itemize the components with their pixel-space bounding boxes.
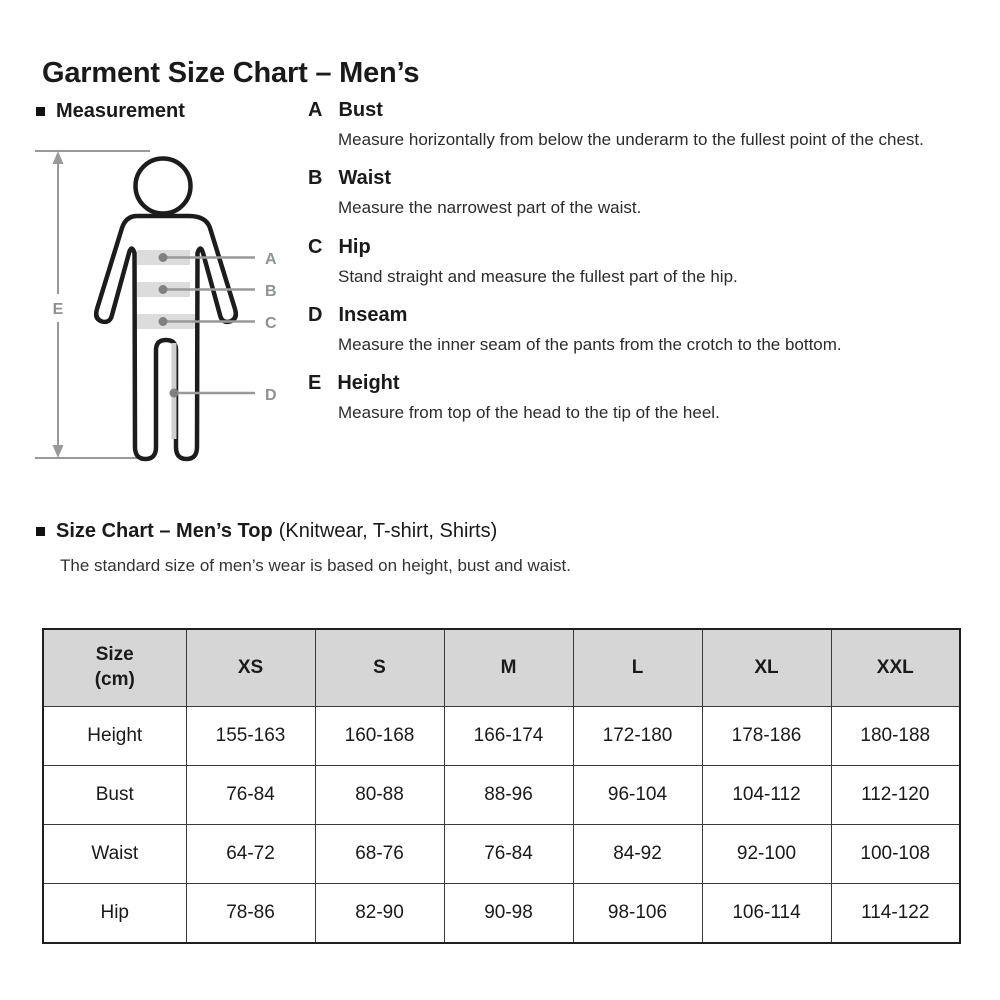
measurement-section-heading: [36, 100, 185, 123]
page-title: Garment Size Chart – Men’s: [42, 57, 420, 90]
size-value-cell: 68-76: [315, 825, 444, 884]
definition-letter: E: [308, 372, 322, 395]
figure-label-c: C: [265, 315, 277, 332]
definition-term: [308, 236, 963, 259]
definition-description: Measure horizontally from below the underarm to the fullest point of the chest.: [338, 130, 924, 149]
table-row: [43, 825, 960, 884]
definition-letter: B: [308, 167, 323, 190]
square-bullet-icon: [36, 527, 45, 536]
size-header-line1: Size: [95, 644, 134, 666]
definition-letter: C: [308, 235, 323, 258]
definition-name: Inseam: [338, 304, 408, 327]
definition-description: Stand straight and measure the fullest part of the hip.: [338, 266, 738, 286]
size-value-cell: 160-168: [315, 707, 444, 766]
size-value-cell: 78-86: [186, 884, 315, 944]
size-value-cell: 84-92: [573, 825, 702, 884]
row-label: Height: [43, 707, 186, 766]
size-value-cell: 166-174: [444, 707, 573, 766]
size-column-header: XXL: [831, 629, 960, 707]
figure-label-a: A: [265, 251, 277, 268]
arrow-down-icon: [53, 445, 64, 458]
body-outline: [96, 159, 236, 460]
size-value-cell: 82-90: [315, 884, 444, 944]
size-column-header: S: [315, 629, 444, 707]
measurement-figure: [25, 131, 310, 486]
size-value-cell: 76-84: [444, 825, 573, 884]
size-value-cell: 172-180: [573, 707, 702, 766]
definition-term: [308, 372, 963, 395]
size-column-header: XS: [186, 629, 315, 707]
size-value-cell: 92-100: [702, 825, 831, 884]
sizechart-section-heading: [36, 520, 497, 543]
measurement-heading-label: Measurement: [56, 100, 185, 122]
size-value-cell: 98-106: [573, 884, 702, 944]
definition-term: [308, 167, 963, 190]
body-measurement-diagram: [25, 131, 310, 486]
definition-description: Measure from top of the head to the tip of the heel.: [338, 403, 720, 423]
definition-name: Height: [337, 372, 400, 395]
size-column-header: XL: [702, 629, 831, 707]
row-label: Bust: [43, 766, 186, 825]
definition-description: Measure the inner seam of the pants from the crotch to the bottom.: [338, 335, 842, 355]
size-value-cell: 64-72: [186, 825, 315, 884]
table-row: [43, 884, 960, 944]
size-value-cell: 114-122: [831, 884, 960, 944]
definition-description: Measure the narrowest part of the waist.: [338, 198, 642, 218]
size-value-cell: 106-114: [702, 884, 831, 944]
definition-letter: A: [308, 99, 323, 121]
row-label: Hip: [43, 884, 186, 944]
size-value-cell: 96-104: [573, 766, 702, 825]
size-value-cell: 180-188: [831, 707, 960, 766]
table-row: [43, 707, 960, 766]
sizechart-heading-normal: (Knitwear, T-shirt, Shirts): [278, 520, 498, 542]
definition-name: Hip: [338, 235, 371, 258]
sizechart-subtitle: The standard size of men’s wear is based on height, bust and waist.: [60, 556, 571, 575]
size-cm-header: [43, 629, 186, 707]
size-value-cell: 76-84: [186, 766, 315, 825]
square-bullet-icon: [36, 107, 45, 116]
size-column-header: M: [444, 629, 573, 707]
definitions-list: [308, 99, 963, 441]
size-value-cell: 90-98: [444, 884, 573, 944]
arrow-up-icon: [53, 151, 64, 164]
size-value-cell: 112-120: [831, 766, 960, 825]
size-header-line2: (cm): [94, 669, 135, 690]
size-value-cell: 100-108: [831, 825, 960, 884]
size-table: [42, 628, 961, 944]
figure-label-e: E: [52, 301, 64, 318]
size-value-cell: 104-112: [702, 766, 831, 825]
table-row: [43, 766, 960, 825]
sizechart-heading-bold: Size Chart – Men’s Top: [56, 520, 273, 542]
definition-name: Bust: [338, 99, 383, 121]
figure-label-d: D: [265, 387, 277, 404]
definition-letter: D: [308, 304, 323, 327]
definition-name: Waist: [338, 167, 392, 190]
size-value-cell: 178-186: [702, 707, 831, 766]
table-header-row: [43, 629, 960, 707]
definition-term: [308, 99, 963, 122]
size-column-header: L: [573, 629, 702, 707]
size-value-cell: 155-163: [186, 707, 315, 766]
size-table-body: [43, 707, 960, 944]
figure-label-b: B: [265, 283, 277, 300]
size-table-wrap: [42, 628, 961, 944]
size-value-cell: 80-88: [315, 766, 444, 825]
definition-term: [308, 304, 963, 327]
size-value-cell: 88-96: [444, 766, 573, 825]
row-label: Waist: [43, 825, 186, 884]
